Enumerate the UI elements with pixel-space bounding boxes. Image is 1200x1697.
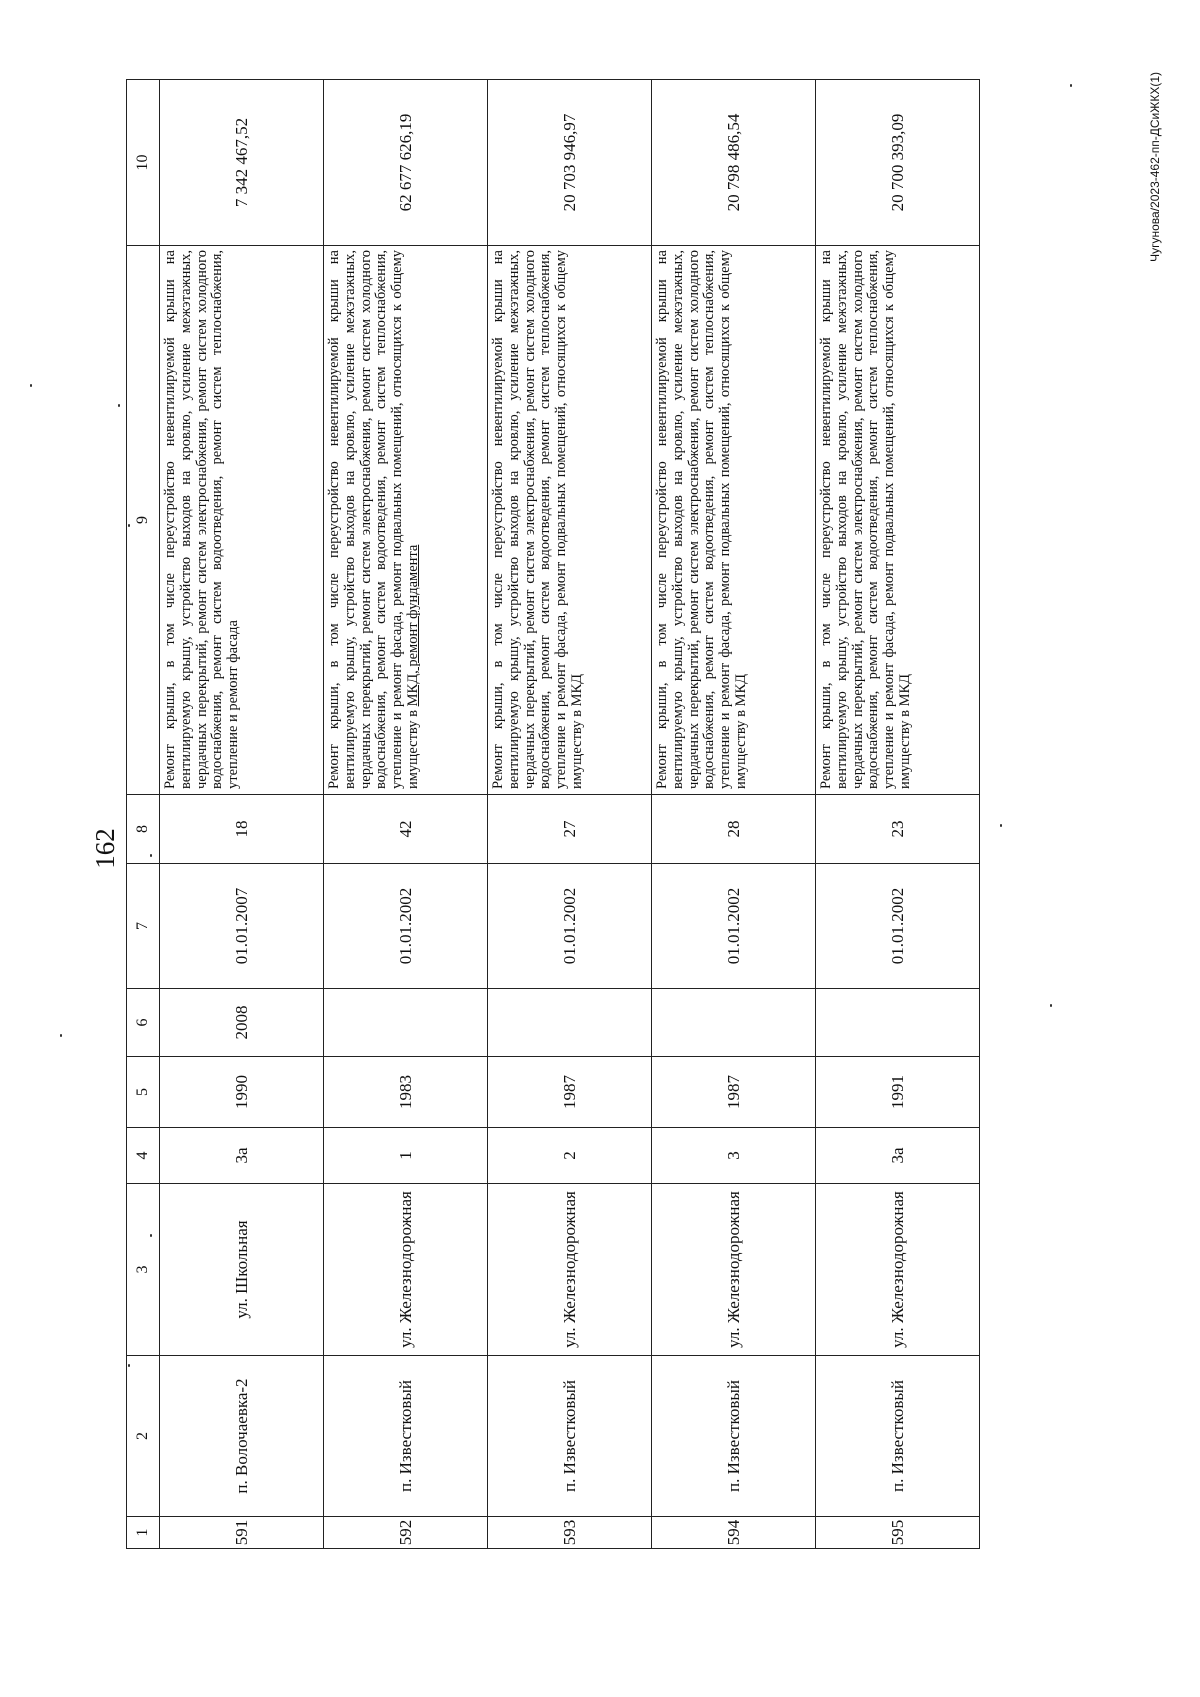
column-header: 4 <box>127 1128 160 1184</box>
row-number: 592 <box>324 1517 488 1549</box>
works-text: Ремонт крыши, в том числе переустройство невентилируемой крыши на вентилируемую крышу, устройство выходов на кровлю, усиление межэтажных, чердачных перекрытий, ремонт систем электроснабжения, ремонт систем холодного водоснабжения, ремонт систем водоотведения, ремонт систем теплоснабжения, утепление и ремонт фасада <box>162 250 242 789</box>
street-cell: ул. Железнодорожная <box>488 1184 652 1356</box>
house-number-cell: 3а <box>816 1128 980 1184</box>
row-number: 594 <box>652 1517 816 1549</box>
document-footer-code: Чугунова/2023-462-пп-ДСиЖКХ(1) <box>1148 72 1162 262</box>
works-description-cell <box>324 246 488 795</box>
column-header: 6 <box>127 989 160 1057</box>
scan-speck <box>128 524 130 527</box>
year-built-cell: 1987 <box>488 1057 652 1128</box>
row-number: 593 <box>488 1517 652 1549</box>
settlement-cell: п. Известковый <box>652 1356 816 1517</box>
wear-cell: 18 <box>160 795 324 864</box>
works-description-cell <box>816 246 980 795</box>
works-text: Ремонт крыши, в том числе переустройство невентилируемой крыши на вентилируемую крышу, устройство выходов на кровлю, усиление межэтажных, чердачных перекрытий, ремонт систем электроснабжения, ремонт систем холодного водоснабжения, ремонт систем водоотведения, ремонт систем теплоснабжения, утепление и ремонт фасада, ремонт подвальных помещений, относящихся к общему имуществу в МКД <box>818 250 913 789</box>
settlement-cell: п. Известковый <box>816 1356 980 1517</box>
year-built-cell: 1990 <box>160 1057 324 1128</box>
settlement-cell: п. Волочаевка-2 <box>160 1356 324 1517</box>
year-built-cell: 1987 <box>652 1057 816 1128</box>
year-reconstruction-cell <box>816 989 980 1057</box>
date-cell: 01.01.2002 <box>816 864 980 989</box>
cost-cell: 20 703 946,97 <box>488 80 652 246</box>
wear-cell: 27 <box>488 795 652 864</box>
works-description-cell <box>488 246 652 795</box>
column-header: 1 <box>127 1517 160 1549</box>
cost-cell: 20 700 393,09 <box>816 80 980 246</box>
year-reconstruction-cell <box>324 989 488 1057</box>
year-reconstruction-cell <box>652 989 816 1057</box>
settlement-cell: п. Известковый <box>488 1356 652 1517</box>
scan-speck <box>150 1234 152 1237</box>
column-header: 7 <box>127 864 160 989</box>
scan-speck <box>30 384 32 387</box>
scan-speck <box>60 1034 62 1037</box>
works-description-cell <box>160 246 324 795</box>
column-header: 5 <box>127 1057 160 1128</box>
date-cell: 01.01.2002 <box>652 864 816 989</box>
street-cell: ул. Школьная <box>160 1184 324 1356</box>
scan-speck <box>150 854 152 857</box>
row-number: 591 <box>160 1517 324 1549</box>
table-row <box>816 80 980 1549</box>
house-number-cell: 3а <box>160 1128 324 1184</box>
page-number: 162 <box>90 828 120 869</box>
street-cell: ул. Железнодорожная <box>816 1184 980 1356</box>
wear-cell: 42 <box>324 795 488 864</box>
column-header: 2 <box>127 1356 160 1517</box>
column-header: 10 <box>127 80 160 246</box>
street-cell: ул. Железнодорожная <box>324 1184 488 1356</box>
scan-speck <box>1070 84 1072 87</box>
table-row <box>488 80 652 1549</box>
registry-table <box>126 79 980 1549</box>
wear-cell: 28 <box>652 795 816 864</box>
works-underlined-text: МКД, ремонт фундамента <box>404 544 421 707</box>
works-description-cell <box>652 246 816 795</box>
cost-cell: 62 677 626,19 <box>324 80 488 246</box>
column-header: 9 <box>127 246 160 795</box>
works-text: Ремонт крыши, в том числе переустройство невентилируемой крыши на вентилируемую крышу, устройство выходов на кровлю, усиление межэтажных, чердачных перекрытий, ремонт систем электроснабжения, ремонт систем холодного водоснабжения, ремонт систем водоотведения, ремонт систем теплоснабжения, утепление и ремонт фасада, ремонт подвальных помещений, относящихся к общему имуществу в МКД <box>490 250 585 789</box>
year-reconstruction-cell: 2008 <box>160 989 324 1057</box>
table-row <box>160 80 324 1549</box>
scan-speck <box>118 404 120 407</box>
settlement-cell: п. Известковый <box>324 1356 488 1517</box>
house-number-cell: 1 <box>324 1128 488 1184</box>
table-row <box>324 80 488 1549</box>
table-header-row <box>127 80 160 1549</box>
scan-speck <box>128 1364 130 1367</box>
date-cell: 01.01.2007 <box>160 864 324 989</box>
wear-cell: 23 <box>816 795 980 864</box>
column-header: 3 <box>127 1184 160 1356</box>
cost-cell: 20 798 486,54 <box>652 80 816 246</box>
scan-speck <box>1050 1004 1052 1007</box>
column-header: 8 <box>127 795 160 864</box>
year-reconstruction-cell <box>488 989 652 1057</box>
street-cell: ул. Железнодорожная <box>652 1184 816 1356</box>
works-text: Ремонт крыши, в том числе переустройство невентилируемой крыши на вентилируемую крышу, устройство выходов на кровлю, усиление межэтажных, чердачных перекрытий, ремонт систем электроснабжения, ремонт систем холодного водоснабжения, ремонт систем водоотведения, ремонт систем теплоснабжения, утепление и ремонт фасада, ремонт подвальных помещений, относящихся к общему имуществу в МКД <box>654 250 749 789</box>
table-row <box>652 80 816 1549</box>
row-number: 595 <box>816 1517 980 1549</box>
date-cell: 01.01.2002 <box>324 864 488 989</box>
year-built-cell: 1983 <box>324 1057 488 1128</box>
works-text: Ремонт крыши, в том числе переустройство невентилируемой крыши на вентилируемую крышу, устройство выходов на кровлю, усиление межэтажных, чердачных перекрытий, ремонт систем электроснабжения, ремонт систем холодного водоснабжения, ремонт систем водоотведения, ремонт систем теплоснабжения, утепление и ремонт фасада, ремонт подвальных помещений, относящихся к общему имуществу в <box>326 250 421 789</box>
date-cell: 01.01.2002 <box>488 864 652 989</box>
house-number-cell: 3 <box>652 1128 816 1184</box>
scan-speck <box>1000 824 1002 827</box>
cost-cell: 7 342 467,52 <box>160 80 324 246</box>
house-number-cell: 2 <box>488 1128 652 1184</box>
year-built-cell: 1991 <box>816 1057 980 1128</box>
